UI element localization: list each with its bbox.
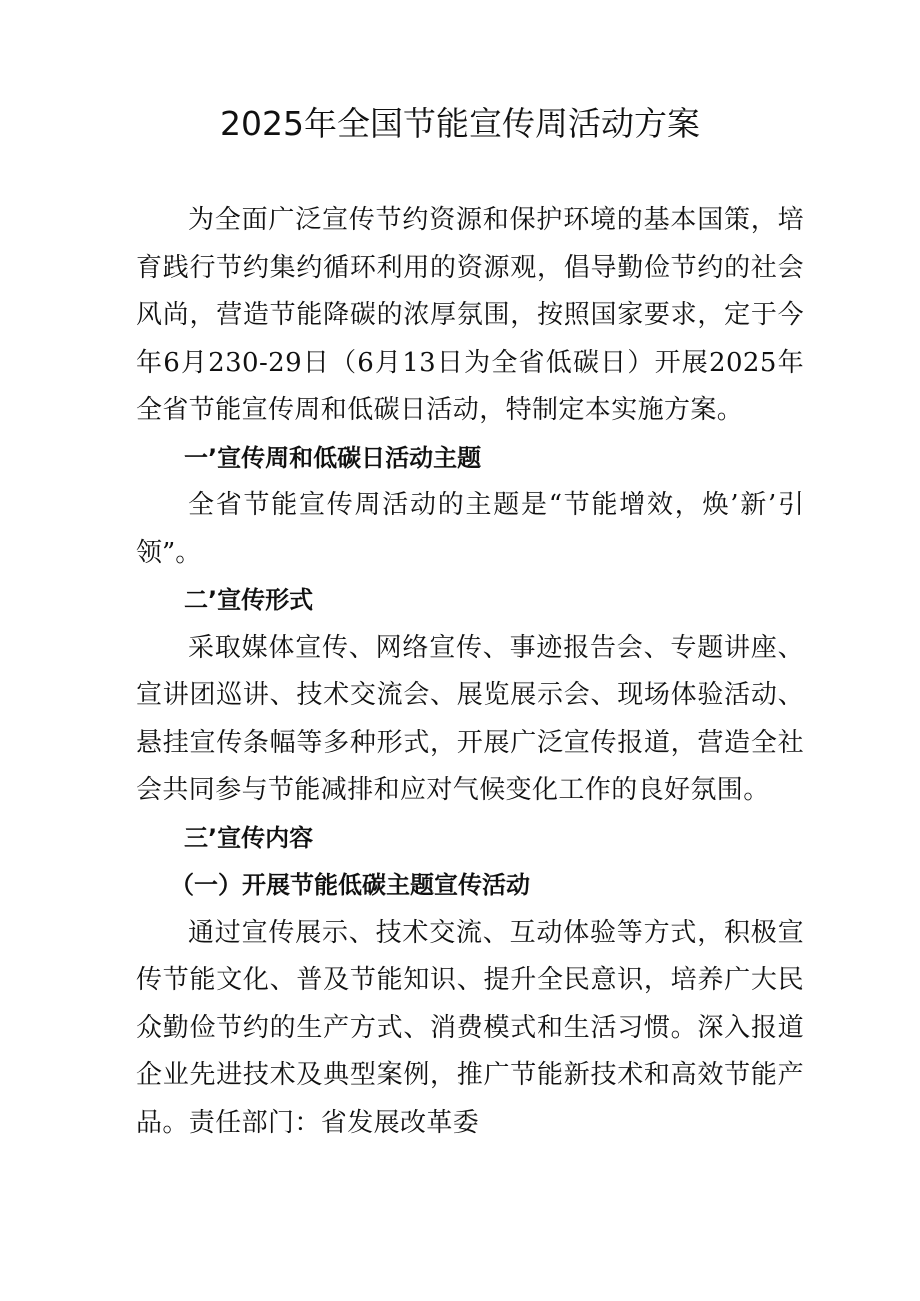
section-2-text: 采取媒体宣传、网络宣传、事迹报告会、专题讲座、宣讲团巡讲、技术交流会、展览展示会、现场体验活动、悬挂宣传条幅等多种形式，开展广泛宣传报道，营造全社会共同参与节能减排和应对气候变化工作的良好氛围。 <box>136 632 804 805</box>
section-1-text: 全省节能宣传周活动的主题是“节能增效，焕’新’引领”。 <box>136 490 804 568</box>
section-2-heading: 二’宣传形式 <box>184 586 314 614</box>
section-3-text: 通过宣传展示、技术交流、互动体验等方式，积极宣传节能文化、普及节能知识、提升全民意识，培养广大民众勤俭节约的生产方式、消费模式和生活习惯。深入报道企业先进技术及典型案例，推广节能新技术和高效节能产品。责任部门：省发展改革委 <box>136 917 804 1138</box>
document-body <box>136 197 804 1147</box>
page-title: 2025年全国节能宣传周活动方案 <box>220 104 700 143</box>
section-1-heading: 一’宣传周和低碳日活动主题 <box>184 443 482 472</box>
section-3-heading: 三’宣传内容 <box>184 823 314 852</box>
section-3-subheading: （一）开展节能低碳主题宣传活动 <box>170 871 530 899</box>
intro-paragraph: 为全面广泛宣传节约资源和保护环境的基本国策，培育践行节约集约循环利用的资源观，倡导勤俭节约的社会风尚，营造节能降碳的浓厚氛围，按照国家要求，定于今年6月230-29日（6月13日为全省低碳日）开展2025年全省节能宣传周和低碳日活动，特制定本实施方案。 <box>136 205 804 425</box>
